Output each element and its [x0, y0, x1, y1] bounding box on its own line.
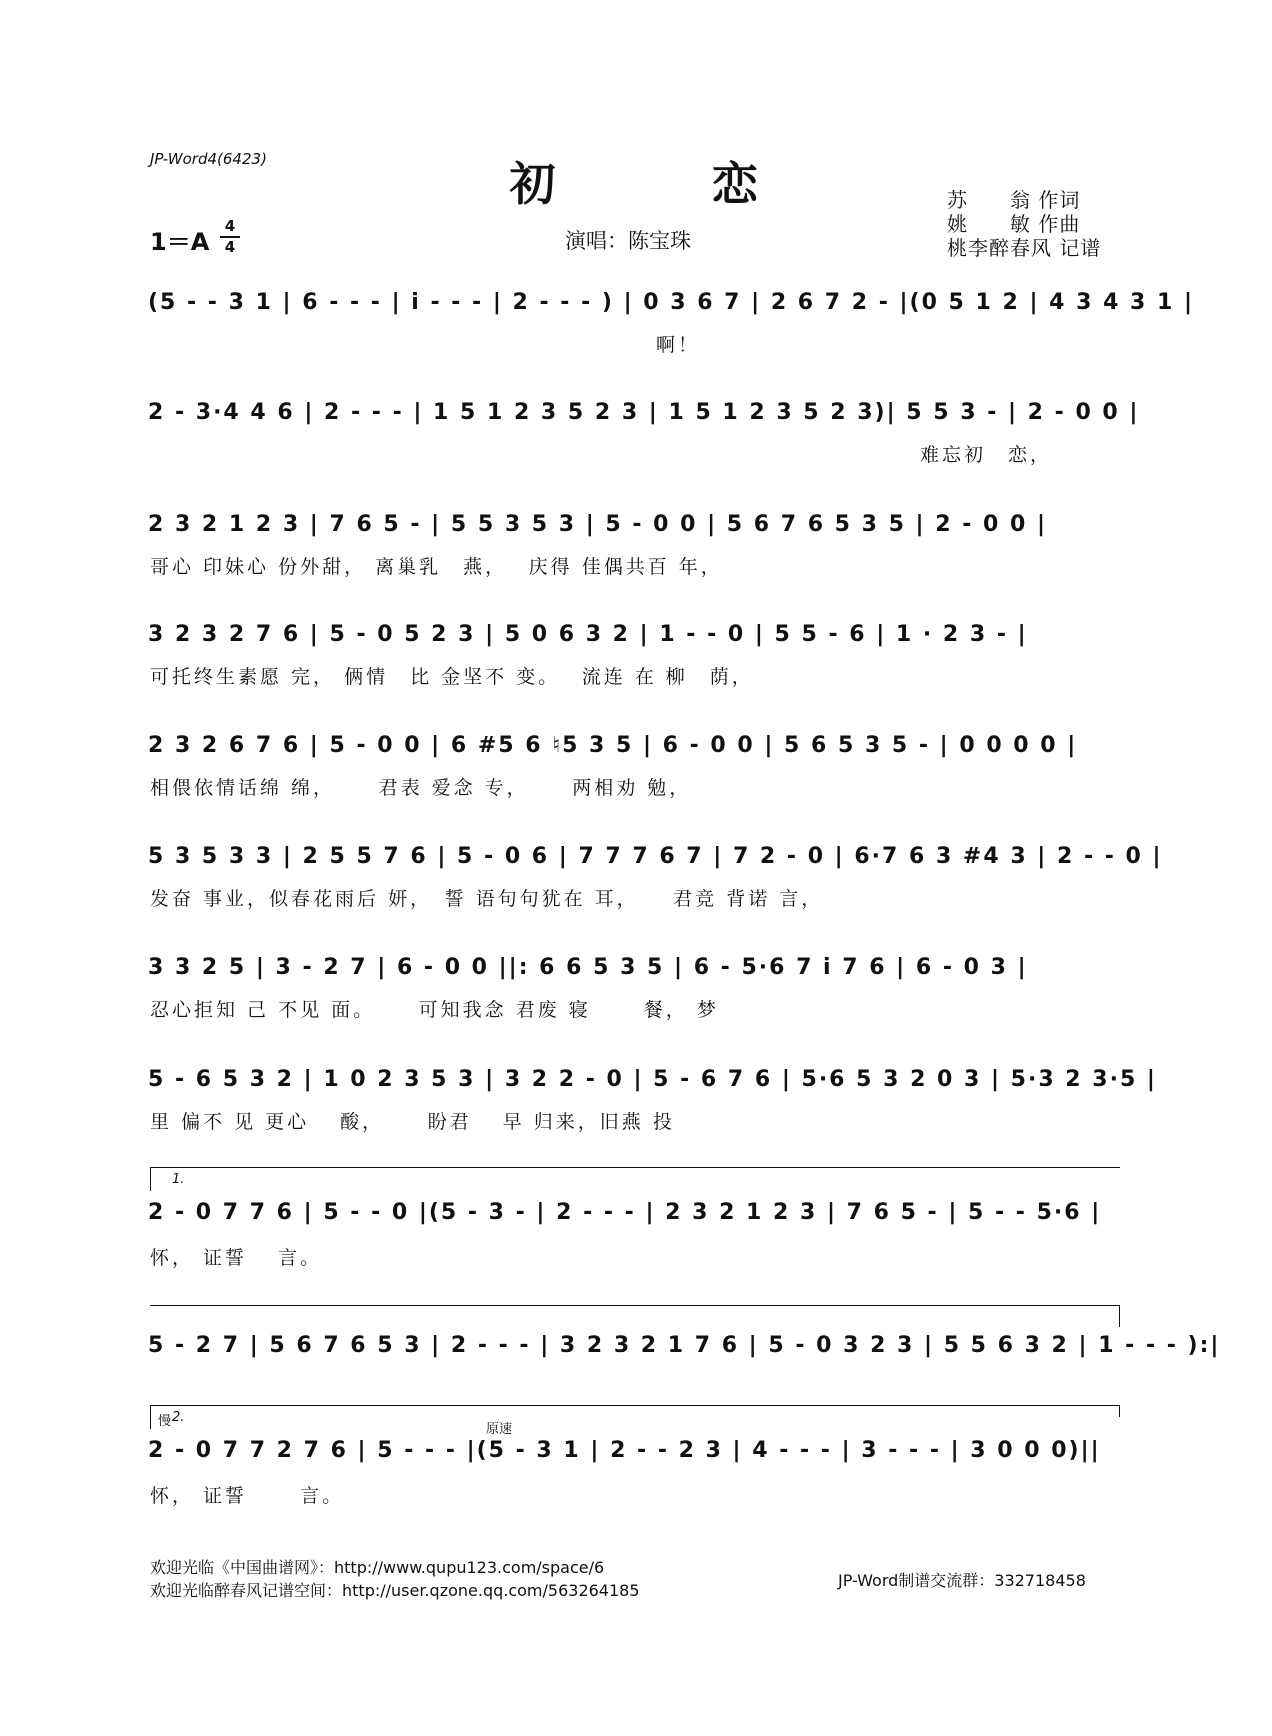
notation-line-4: 3 2 3 2 7 6 | 5 - 0 5 2 3 | 5 0 6 3 2 | 1 - - 0 | 5 5 - 6 | 1 · 2 3 - | [148, 622, 1028, 647]
time-signature [220, 218, 240, 256]
notation-line-8: 5 - 6 5 3 2 | 1 0 2 3 5 3 | 3 2 2 - 0 | 5 - 6 7 6 | 5·6 5 3 2 0 3 | 5·3 2 3·5 | [148, 1067, 1157, 1092]
lyric-line-6: 发奋 事业，似春花雨后 妍， 誓 语句句犹在 耳， 君竞 背诺 言， [150, 888, 824, 910]
footer-site-link: 欢迎光临《中国曲谱网》：http://www.qupu123.com/space/6 [150, 1558, 605, 1577]
first-ending-bracket-right-tick [1119, 1305, 1120, 1327]
slow-marking: 慢 [158, 1414, 172, 1429]
lyric-line-3: 哥心 印妹心 份外甜， 离巢乳 燕， 庆得 佳偶共百 年， [150, 556, 723, 578]
notation-line-10: 5 - 2 7 | 5 6 7 6 5 3 | 2 - - - | 3 2 3 2 1 7 6 | 5 - 0 3 2 3 | 5 5 6 3 2 | 1 - - - ):| [148, 1333, 1221, 1358]
first-ending-bracket-left-tick [150, 1167, 151, 1191]
footer-space-link: 欢迎光临醉春风记谱空间：http://user.qzone.qq.com/563264185 [150, 1581, 640, 1600]
lyricist-credit: 苏 翁 作词 [947, 188, 1081, 212]
second-ending-bracket [150, 1405, 1120, 1406]
notation-line-2: 2 - 3·4 4 6 | 2 - - - | 1 5 1 2 3 5 2 3 | 1 5 1 2 3 5 2 3)| 5 5 3 - | 2 - 0 0 | [148, 400, 1140, 425]
key-signature: 1＝A [150, 228, 210, 256]
notation-line-11: 2 - 0 7 7 2 7 6 | 5 - - - |(5 - 3 1 | 2 - - 2 3 | 4 - - - | 3 - - - | 3 0 0 0)|| [148, 1438, 1101, 1463]
singer-credit: 演唱：陈宝珠 [565, 229, 691, 253]
lyric-line-2: 难忘初 恋， [150, 444, 1053, 466]
notation-line-9: 2 - 0 7 7 6 | 5 - - 0 |(5 - 3 - | 2 - - - | 2 3 2 1 2 3 | 7 6 5 - | 5 - - 5·6 | [148, 1200, 1102, 1225]
second-ending-bracket-right-tick [1119, 1405, 1120, 1417]
second-ending-bracket-left-tick [150, 1405, 151, 1429]
lyric-line-1: 啊！ [150, 334, 701, 356]
second-ending-label: 2. [172, 1410, 185, 1425]
transcriber-credit: 桃李醉春风 记谱 [947, 236, 1102, 260]
notation-line-5: 2 3 2 6 7 6 | 5 - 0 0 | 6 #5 6 ♮5 3 5 | 6 - 0 0 | 5 6 5 3 5 - | 0 0 0 0 | [148, 733, 1078, 758]
tempo-marking: 原速 [486, 1422, 513, 1437]
lyric-line-7: 忍心拒知 己 不见 面。 可知我念 君废 寝 餐， 梦 [150, 999, 719, 1021]
footer-group-number: JP-Word制谱交流群：332718458 [838, 1571, 1086, 1590]
notation-line-1: (5 - - 3 1 | 6 - - - | i - - - | 2 - - - ) | 0 3 6 7 | 2 6 7 2 - |(0 5 1 2 | 4 3 4 3 1 | [148, 290, 1195, 315]
first-ending-bracket [150, 1167, 1120, 1168]
notation-line-6: 5 3 5 3 3 | 2 5 5 7 6 | 5 - 0 6 | 7 7 7 6 7 | 7 2 - 0 | 6·7 6 3 #4 3 | 2 - - 0 | [148, 844, 1163, 869]
lyric-line-5: 相偎依情话绵 绵， 君表 爱念 专， 两相劝 勉， [150, 777, 692, 799]
lyric-line-11: 怀， 证誓 言。 [150, 1485, 345, 1507]
first-ending-continuation-bracket [150, 1305, 1120, 1306]
song-title: 初 恋 [509, 157, 763, 211]
composer-credit: 姚 敏 作曲 [947, 212, 1081, 236]
first-ending-label: 1. [172, 1172, 185, 1187]
lyric-line-9: 怀， 证誓 言。 [150, 1247, 323, 1269]
lyric-line-8: 里 偏不 见 更心 酸， 盼君 早 归来，旧燕 投 [150, 1111, 675, 1133]
time-signature-bottom: 4 [224, 238, 236, 256]
notation-line-3: 2 3 2 1 2 3 | 7 6 5 - | 5 5 3 5 3 | 5 - 0 0 | 5 6 7 6 5 3 5 | 2 - 0 0 | [148, 512, 1047, 537]
software-label: JP-Word4(6423) [150, 150, 267, 168]
lyric-line-4: 可托终生素愿 完， 俩情 比 金坚不 变。 流连 在 柳 荫， [150, 666, 754, 688]
notation-line-7: 3 3 2 5 | 3 - 2 7 | 6 - 0 0 ||: 6 6 5 3 5 | 6 - 5·6 7 i 7 6 | 6 - 0 3 | [148, 955, 1028, 980]
time-signature-top: 4 [224, 217, 236, 235]
